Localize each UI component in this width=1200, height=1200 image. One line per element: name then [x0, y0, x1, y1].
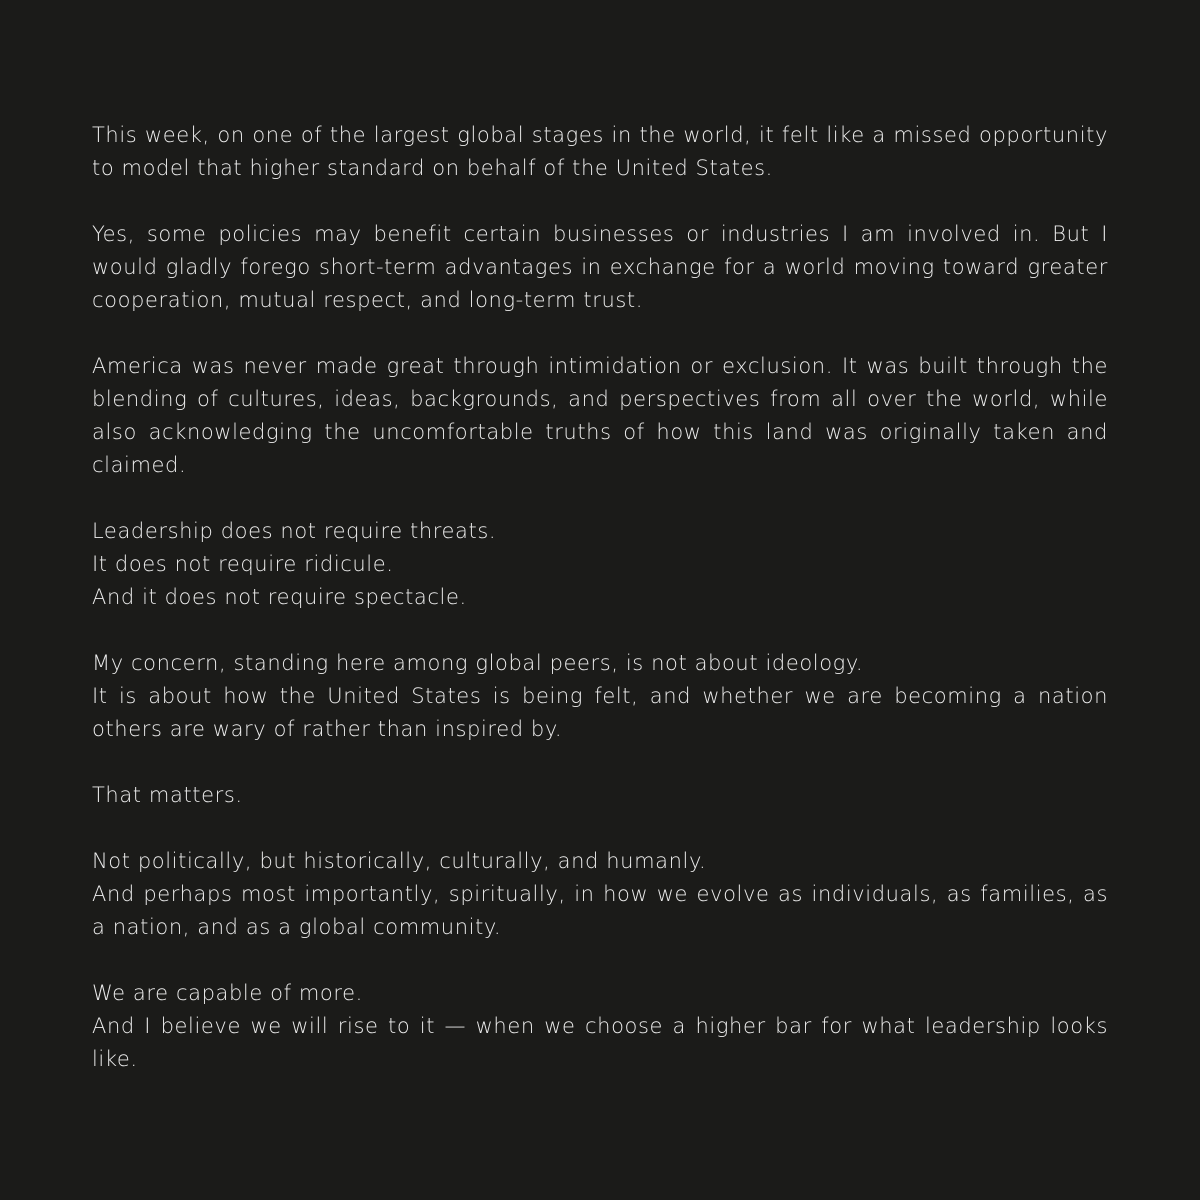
paragraph-line: My concern, standing here among global peers, is not about ideology.: [92, 651, 864, 675]
paragraph-line: Yes, some policies may benefit certain businesses or industries I am involved in. But I would gladly forego short-term advantages in exchange for a world moving toward greater cooperation, mutual respect, and long-term trust.: [92, 222, 1108, 312]
paragraph-line: And perhaps most importantly, spiritually, in how we evolve as individuals, as families, as a nation, and as a global community.: [92, 882, 1108, 939]
paragraph-line: It is about how the United States is being felt, and whether we are becoming a nation others are wary of rather than inspired by.: [92, 684, 1108, 741]
paragraph-concern: [92, 647, 1108, 746]
paragraph-america: [92, 350, 1108, 482]
paragraph-leadership: [92, 515, 1108, 614]
paragraph-policies: [92, 218, 1108, 317]
paragraph-missed-opportunity: [92, 119, 1108, 185]
paragraph-not-politically: [92, 845, 1108, 944]
paragraph-line: And I believe we will rise to it — when we choose a higher bar for what leadership looks like.: [92, 1014, 1108, 1071]
paragraph-line: And it does not require spectacle.: [92, 585, 467, 609]
paragraph-capable-of-more: [92, 977, 1108, 1076]
paragraph-line: This week, on one of the largest global stages in the world, it felt like a missed opportunity to model that higher standard on behalf of the United States.: [92, 123, 1108, 180]
paragraph-line: It does not require ridicule.: [92, 552, 394, 576]
paragraph-line: America was never made great through intimidation or exclusion. It was built through the blending of cultures, ideas, backgrounds, and perspectives from all over the world, while also acknowledging the uncomfortable truths of how this land was originally taken and claimed.: [92, 354, 1108, 477]
paragraph-line: That matters.: [92, 783, 243, 807]
paragraph-line: We are capable of more.: [92, 981, 363, 1005]
paragraph-line: Leadership does not require threats.: [92, 519, 497, 543]
paragraph-that-matters: [92, 779, 1108, 812]
paragraph-line: Not politically, but historically, culturally, and humanly.: [92, 849, 707, 873]
statement-body: [92, 119, 1108, 1076]
